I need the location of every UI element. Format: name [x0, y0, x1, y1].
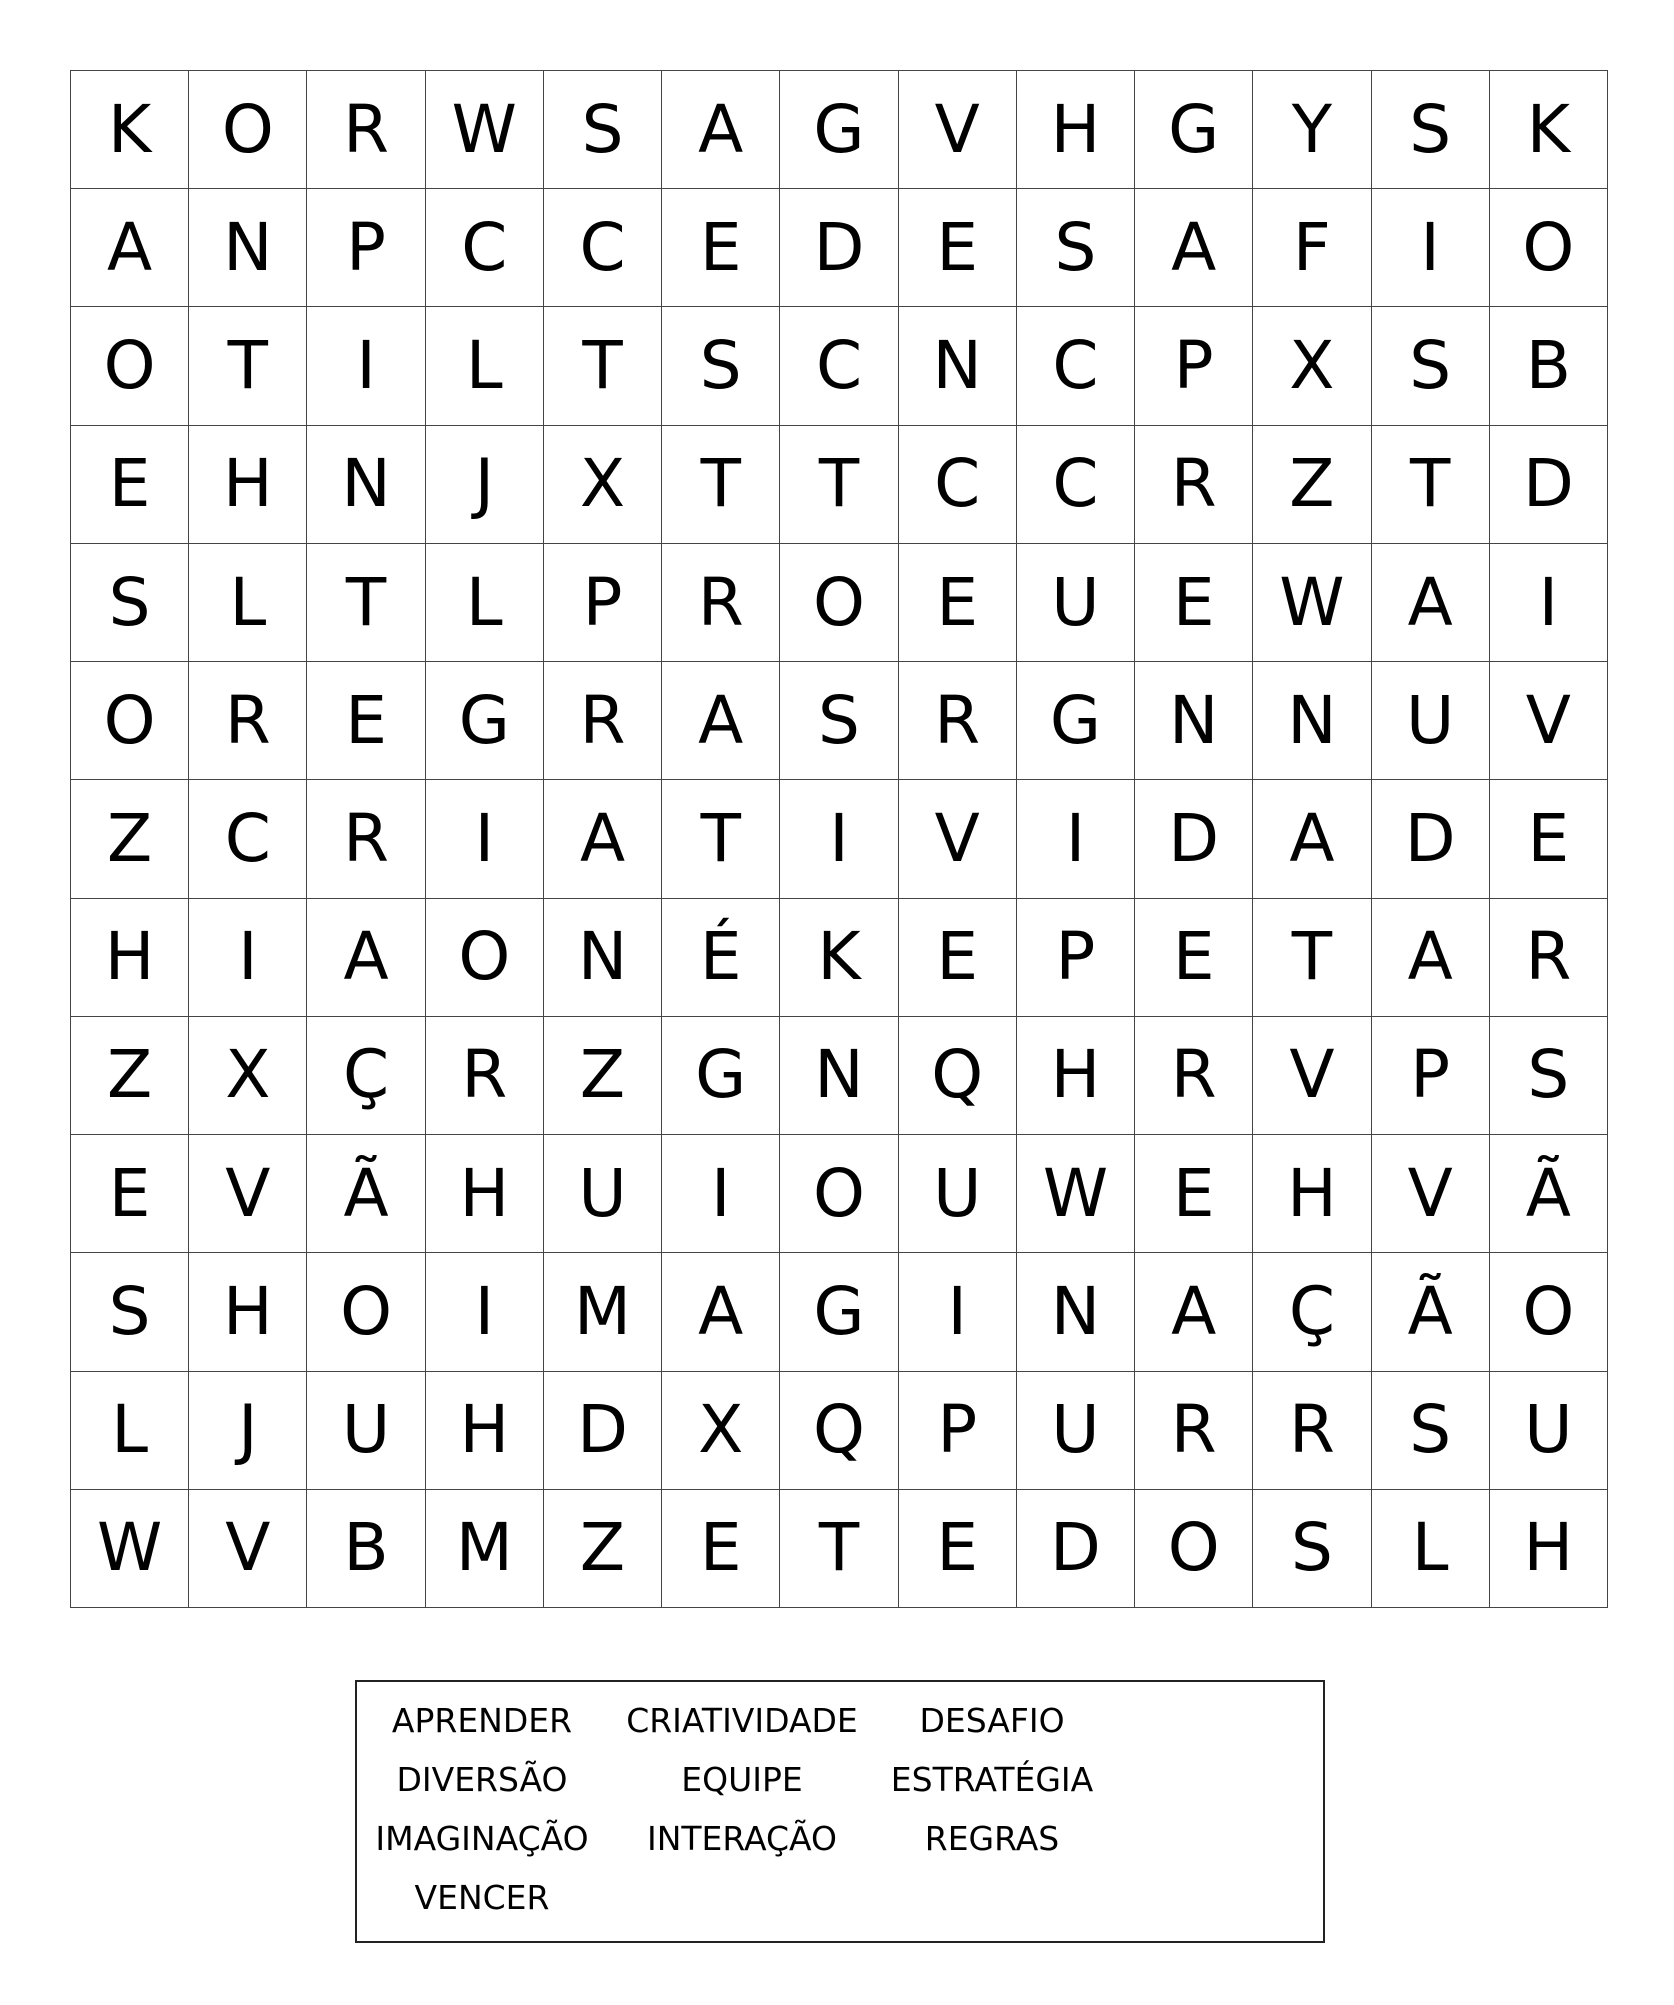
grid-cell[interactable]: S — [1017, 189, 1135, 307]
grid-cell[interactable]: R — [307, 780, 425, 898]
grid-cell[interactable]: Ã — [1372, 1253, 1490, 1371]
grid-cell[interactable]: T — [307, 544, 425, 662]
grid-cell[interactable]: N — [189, 189, 307, 307]
grid-cell[interactable]: I — [189, 899, 307, 1017]
grid-cell[interactable]: É — [662, 899, 780, 1017]
grid-cell[interactable]: Ç — [1253, 1253, 1371, 1371]
grid-cell[interactable]: A — [1372, 899, 1490, 1017]
grid-cell[interactable]: Q — [780, 1372, 898, 1490]
grid-cell[interactable]: I — [780, 780, 898, 898]
grid-cell[interactable]: C — [426, 189, 544, 307]
grid-cell[interactable]: G — [1135, 71, 1253, 189]
grid-cell[interactable]: A — [662, 1253, 780, 1371]
grid-cell[interactable]: V — [899, 71, 1017, 189]
grid-cell[interactable]: J — [426, 426, 544, 544]
grid-cell[interactable]: K — [71, 71, 189, 189]
grid-cell[interactable]: C — [899, 426, 1017, 544]
grid-cell[interactable]: D — [780, 189, 898, 307]
grid-cell[interactable]: S — [544, 71, 662, 189]
grid-cell[interactable]: B — [307, 1490, 425, 1608]
grid-cell[interactable]: Y — [1253, 71, 1371, 189]
grid-cell[interactable]: W — [1017, 1135, 1135, 1253]
word-bank-item: CRIATIVIDADE — [626, 1701, 858, 1740]
grid-cell[interactable]: E — [1135, 899, 1253, 1017]
grid-cell[interactable]: H — [189, 426, 307, 544]
grid-cell[interactable]: L — [1372, 1490, 1490, 1608]
grid-cell[interactable]: S — [1372, 1372, 1490, 1490]
grid-cell[interactable]: N — [1135, 662, 1253, 780]
grid-cell[interactable]: C — [780, 307, 898, 425]
grid-cell[interactable]: R — [1490, 899, 1608, 1017]
word-bank-item: INTERAÇÃO — [646, 1819, 838, 1858]
grid-cell[interactable]: L — [189, 544, 307, 662]
grid-cell[interactable]: I — [307, 307, 425, 425]
grid-cell[interactable]: P — [544, 544, 662, 662]
grid-cell[interactable]: C — [544, 189, 662, 307]
grid-cell[interactable]: T — [1253, 899, 1371, 1017]
grid-cell[interactable]: A — [1135, 189, 1253, 307]
grid-cell[interactable]: V — [1253, 1017, 1371, 1135]
grid-cell[interactable]: A — [544, 780, 662, 898]
grid-cell[interactable]: M — [426, 1490, 544, 1608]
grid-cell[interactable]: H — [1017, 71, 1135, 189]
grid-cell[interactable]: G — [426, 662, 544, 780]
grid-cell[interactable]: Ã — [307, 1135, 425, 1253]
grid-cell[interactable]: Z — [1253, 426, 1371, 544]
grid-cell[interactable]: E — [662, 189, 780, 307]
word-bank-item: ESTRATÉGIA — [890, 1760, 1094, 1799]
grid-cell[interactable]: I — [662, 1135, 780, 1253]
grid-cell[interactable]: S — [1372, 307, 1490, 425]
grid-cell[interactable]: O — [1135, 1490, 1253, 1608]
grid-cell[interactable]: E — [899, 544, 1017, 662]
word-bank — [355, 1680, 1325, 1943]
grid-cell[interactable]: S — [71, 544, 189, 662]
grid-cell[interactable]: H — [71, 899, 189, 1017]
grid-cell[interactable]: V — [1490, 662, 1608, 780]
grid-cell[interactable]: G — [780, 71, 898, 189]
grid-cell[interactable]: A — [662, 71, 780, 189]
grid-cell[interactable]: S — [71, 1253, 189, 1371]
grid-cell[interactable]: P — [899, 1372, 1017, 1490]
grid-cell[interactable]: V — [189, 1135, 307, 1253]
grid-cell[interactable]: X — [189, 1017, 307, 1135]
grid-cell[interactable]: H — [426, 1135, 544, 1253]
grid-cell[interactable]: R — [1253, 1372, 1371, 1490]
grid-cell[interactable]: V — [189, 1490, 307, 1608]
word-bank-item: APRENDER — [391, 1701, 573, 1740]
word-bank-item: IMAGINAÇÃO — [375, 1819, 589, 1858]
grid-cell[interactable]: S — [780, 662, 898, 780]
grid-cell[interactable]: Ç — [307, 1017, 425, 1135]
grid-cell[interactable]: X — [1253, 307, 1371, 425]
grid-cell[interactable]: Z — [544, 1017, 662, 1135]
grid-cell[interactable]: W — [71, 1490, 189, 1608]
word-bank-column — [842, 1700, 1142, 1877]
grid-cell[interactable]: M — [544, 1253, 662, 1371]
grid-cell[interactable]: R — [544, 662, 662, 780]
grid-cell[interactable]: H — [189, 1253, 307, 1371]
grid-cell[interactable]: P — [1017, 899, 1135, 1017]
letter-grid — [70, 70, 1608, 1608]
grid-cell[interactable]: S — [1490, 1017, 1608, 1135]
grid-cell[interactable]: E — [899, 189, 1017, 307]
grid-cell[interactable]: L — [426, 544, 544, 662]
grid-cell[interactable]: A — [71, 189, 189, 307]
grid-cell[interactable]: O — [1490, 189, 1608, 307]
grid-cell[interactable]: T — [189, 307, 307, 425]
grid-cell[interactable]: O — [307, 1253, 425, 1371]
grid-cell[interactable]: R — [426, 1017, 544, 1135]
grid-cell[interactable]: Z — [71, 1017, 189, 1135]
grid-cell[interactable]: O — [780, 544, 898, 662]
grid-cell[interactable]: B — [1490, 307, 1608, 425]
grid-cell[interactable]: U — [307, 1372, 425, 1490]
grid-cell[interactable]: U — [544, 1135, 662, 1253]
grid-cell[interactable]: U — [1490, 1372, 1608, 1490]
grid-cell[interactable]: P — [1135, 307, 1253, 425]
grid-cell[interactable]: S — [1372, 71, 1490, 189]
grid-cell[interactable]: P — [307, 189, 425, 307]
grid-cell[interactable]: D — [1490, 426, 1608, 544]
grid-cell[interactable]: F — [1253, 189, 1371, 307]
grid-cell[interactable]: N — [1017, 1253, 1135, 1371]
grid-cell[interactable]: D — [544, 1372, 662, 1490]
grid-cell[interactable]: U — [1017, 544, 1135, 662]
grid-cell[interactable]: O — [71, 307, 189, 425]
grid-cell[interactable]: O — [426, 899, 544, 1017]
word-bank-item: DESAFIO — [919, 1701, 1065, 1740]
grid-cell[interactable]: T — [780, 426, 898, 544]
grid-cell[interactable]: R — [899, 662, 1017, 780]
grid-cell[interactable]: E — [71, 426, 189, 544]
grid-cell[interactable]: O — [71, 662, 189, 780]
word-bank-item: EQUIPE — [681, 1760, 803, 1799]
grid-cell[interactable]: N — [1253, 662, 1371, 780]
grid-cell[interactable]: G — [1017, 662, 1135, 780]
grid-cell[interactable]: Ã — [1490, 1135, 1608, 1253]
grid-cell[interactable]: I — [426, 1253, 544, 1371]
grid-cell[interactable]: R — [1135, 426, 1253, 544]
grid-cell[interactable]: W — [1253, 544, 1371, 662]
grid-cell[interactable]: K — [780, 899, 898, 1017]
grid-cell[interactable]: E — [1490, 780, 1608, 898]
grid-cell[interactable]: O — [1490, 1253, 1608, 1371]
grid-cell[interactable]: V — [1372, 1135, 1490, 1253]
grid-cell[interactable]: X — [662, 1372, 780, 1490]
grid-cell[interactable]: R — [307, 71, 425, 189]
grid-cell[interactable]: R — [189, 662, 307, 780]
grid-cell[interactable]: H — [426, 1372, 544, 1490]
grid-cell[interactable]: I — [1490, 544, 1608, 662]
grid-cell[interactable]: T — [662, 780, 780, 898]
grid-cell[interactable]: T — [544, 307, 662, 425]
grid-cell[interactable]: I — [1372, 189, 1490, 307]
grid-cell[interactable]: S — [662, 307, 780, 425]
grid-cell[interactable]: K — [1490, 71, 1608, 189]
grid-cell[interactable]: X — [544, 426, 662, 544]
grid-cell[interactable]: Z — [71, 780, 189, 898]
grid-cell[interactable]: U — [1372, 662, 1490, 780]
grid-cell[interactable]: N — [544, 899, 662, 1017]
grid-cell[interactable]: I — [1017, 780, 1135, 898]
word-bank-column — [332, 1700, 632, 1936]
grid-cell[interactable]: E — [899, 899, 1017, 1017]
grid-cell[interactable]: A — [307, 899, 425, 1017]
grid-cell[interactable]: E — [1135, 1135, 1253, 1253]
grid-cell[interactable]: A — [1372, 544, 1490, 662]
grid-cell[interactable]: U — [1017, 1372, 1135, 1490]
grid-cell[interactable]: E — [1135, 544, 1253, 662]
grid-cell[interactable]: H — [1017, 1017, 1135, 1135]
grid-cell[interactable]: E — [899, 1490, 1017, 1608]
grid-cell[interactable]: O — [780, 1135, 898, 1253]
grid-cell[interactable]: A — [1135, 1253, 1253, 1371]
grid-cell[interactable]: C — [1017, 307, 1135, 425]
grid-cell[interactable]: I — [899, 1253, 1017, 1371]
grid-cell[interactable]: P — [1372, 1017, 1490, 1135]
word-bank-item: REGRAS — [924, 1819, 1060, 1858]
grid-cell[interactable]: L — [71, 1372, 189, 1490]
grid-cell[interactable]: N — [780, 1017, 898, 1135]
word-bank-item: DIVERSÃO — [396, 1760, 568, 1799]
grid-cell[interactable]: D — [1017, 1490, 1135, 1608]
grid-cell[interactable]: S — [1253, 1490, 1371, 1608]
word-bank-item: VENCER — [414, 1878, 550, 1917]
grid-cell[interactable]: C — [189, 780, 307, 898]
grid-cell[interactable]: D — [1372, 780, 1490, 898]
grid-cell[interactable]: T — [780, 1490, 898, 1608]
grid-cell[interactable]: R — [1135, 1372, 1253, 1490]
grid-cell[interactable]: C — [1017, 426, 1135, 544]
grid-cell[interactable]: J — [189, 1372, 307, 1490]
grid-cell[interactable]: W — [426, 71, 544, 189]
grid-cell[interactable]: N — [899, 307, 1017, 425]
grid-cell[interactable]: A — [662, 662, 780, 780]
grid-cell[interactable]: R — [662, 544, 780, 662]
grid-cell[interactable]: A — [1253, 780, 1371, 898]
grid-cell[interactable]: I — [426, 780, 544, 898]
grid-cell[interactable]: E — [71, 1135, 189, 1253]
grid-cell[interactable]: H — [1490, 1490, 1608, 1608]
grid-cell[interactable]: U — [899, 1135, 1017, 1253]
grid-cell[interactable]: V — [899, 780, 1017, 898]
grid-cell[interactable]: Q — [899, 1017, 1017, 1135]
grid-cell[interactable]: E — [307, 662, 425, 780]
grid-cell[interactable]: N — [307, 426, 425, 544]
grid-cell[interactable]: T — [1372, 426, 1490, 544]
grid-cell[interactable]: D — [1135, 780, 1253, 898]
grid-cell[interactable]: L — [426, 307, 544, 425]
grid-cell[interactable]: G — [780, 1253, 898, 1371]
grid-cell[interactable]: G — [662, 1017, 780, 1135]
grid-cell[interactable]: H — [1253, 1135, 1371, 1253]
grid-cell[interactable]: R — [1135, 1017, 1253, 1135]
grid-cell[interactable]: Z — [544, 1490, 662, 1608]
grid-cell[interactable]: E — [662, 1490, 780, 1608]
grid-cell[interactable]: T — [662, 426, 780, 544]
grid-cell[interactable]: O — [189, 71, 307, 189]
